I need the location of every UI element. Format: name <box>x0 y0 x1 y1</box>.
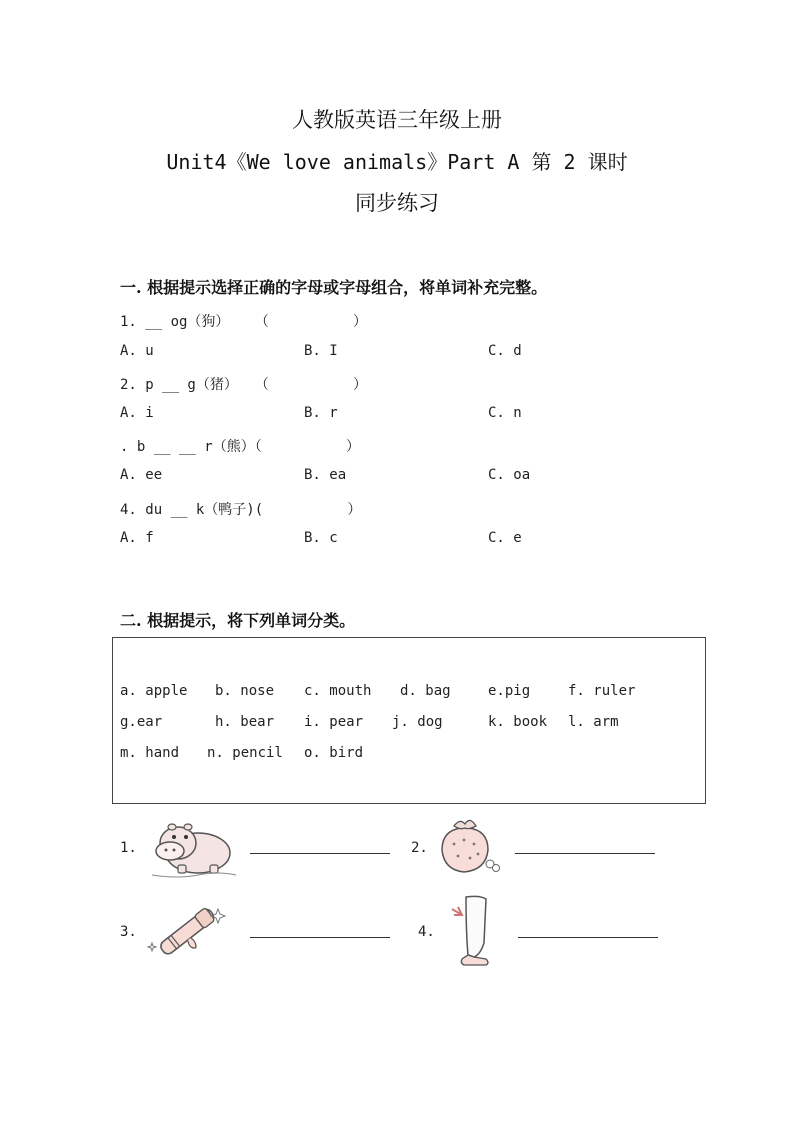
question-3-option-b: B. ea <box>304 467 347 483</box>
leg-icon <box>440 893 500 969</box>
word-item: j. dog <box>392 714 443 730</box>
section1-heading: 一. 根据提示选择正确的字母或字母组合，将单词补充完整。 <box>120 278 548 297</box>
pen-icon <box>146 895 230 967</box>
question-2-option-c: C. n <box>488 405 522 421</box>
question-1-option-a: A. u <box>120 343 154 359</box>
word-item: n. pencil <box>207 745 283 761</box>
answer-line-4[interactable] <box>518 937 658 938</box>
word-item: d. bag <box>400 683 451 699</box>
question-2-option-a: A. i <box>120 405 154 421</box>
word-item: b. nose <box>215 683 275 699</box>
picture-2-number: 2. <box>411 840 428 856</box>
page-title-line1: 人教版英语三年级上册 <box>292 108 502 132</box>
word-item: c. mouth <box>304 683 372 699</box>
question-3-option-a: A. ee <box>120 467 163 483</box>
hippo-icon <box>148 815 240 879</box>
section2-heading: 二. 根据提示，将下列单词分类。 <box>120 611 356 630</box>
word-item: g.ear <box>120 714 163 730</box>
word-item: h. bear <box>215 714 275 730</box>
question-4-option-b: B. c <box>304 530 338 546</box>
picture-3-number: 3. <box>120 924 137 940</box>
question-2-option-b: B. r <box>304 405 338 421</box>
picture-4-number: 4. <box>418 924 435 940</box>
question-4-stem: 4. du __ k（鸭子)( ） <box>120 502 362 518</box>
word-item: k. book <box>488 714 548 730</box>
answer-line-2[interactable] <box>515 853 655 854</box>
question-3-option-c: C. oa <box>488 467 531 483</box>
question-2-stem: 2. p __ g（猪） （ ） <box>120 377 368 393</box>
answer-line-3[interactable] <box>250 937 390 938</box>
picture-1-number: 1. <box>120 840 137 856</box>
page-title-line3: 同步练习 <box>355 191 439 215</box>
question-1-stem: 1. __ og（狗） （ ） <box>120 314 368 330</box>
word-item: m. hand <box>120 745 180 761</box>
question-4-option-c: C. e <box>488 530 522 546</box>
word-item: e.pig <box>488 683 531 699</box>
word-item: l. arm <box>568 714 619 730</box>
word-item: i. pear <box>304 714 364 730</box>
page-title-line2: Unit4《We love animals》Part A 第 2 课时 <box>166 150 628 174</box>
question-1-option-b: B. I <box>304 343 338 359</box>
question-1-option-c: C. d <box>488 343 522 359</box>
question-4-option-a: A. f <box>120 530 154 546</box>
word-item: f. ruler <box>568 683 636 699</box>
word-item: o. bird <box>304 745 364 761</box>
answer-line-1[interactable] <box>250 853 390 854</box>
question-3-stem: . b __ __ r（熊）（ ） <box>120 439 361 455</box>
strawberry-icon <box>434 814 504 876</box>
word-item: a. apple <box>120 683 188 699</box>
